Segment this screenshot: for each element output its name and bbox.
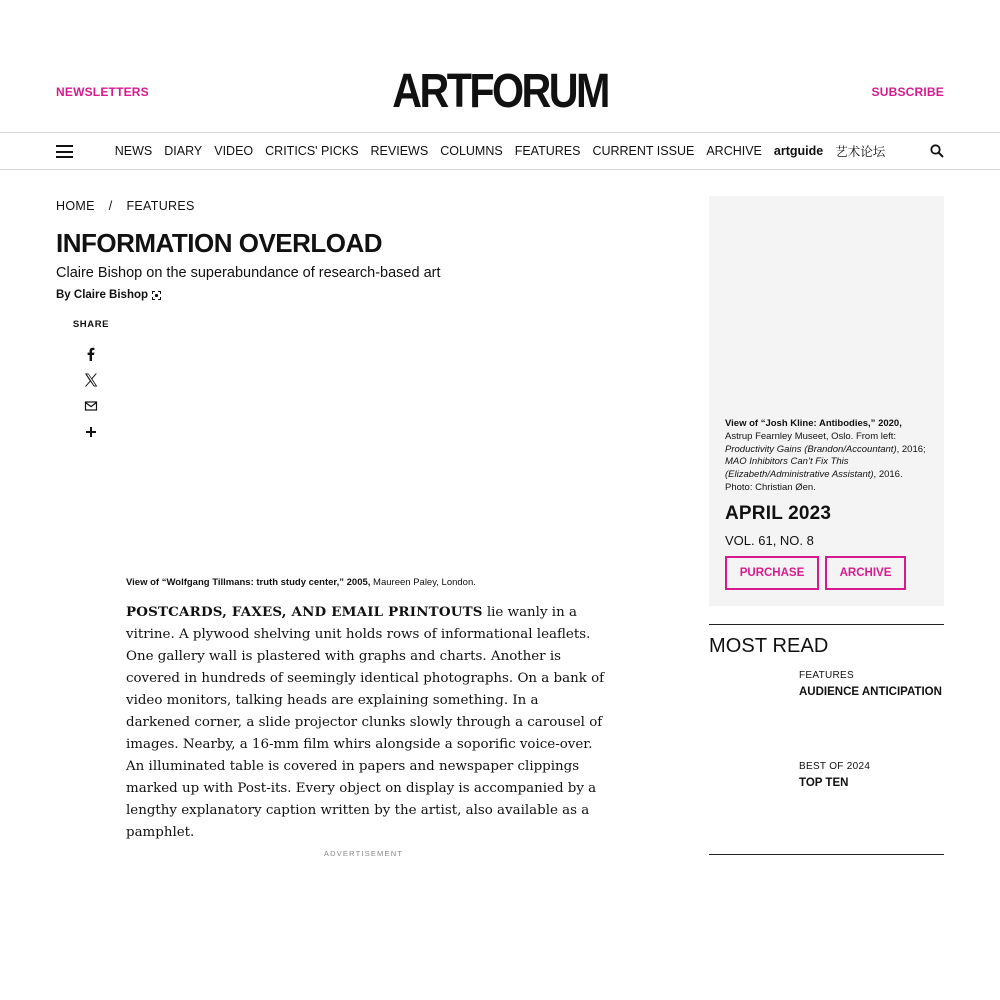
share-panel <box>66 319 116 450</box>
main-nav <box>0 132 1000 170</box>
most-read-heading: MOST READ <box>709 635 829 657</box>
search-icon[interactable] <box>930 144 944 158</box>
nav-artguide[interactable]: artguide <box>773 144 824 158</box>
most-read-category: FEATURES <box>799 670 854 681</box>
nav-features[interactable]: FEATURES <box>514 144 581 158</box>
breadcrumb-separator: / <box>108 199 113 213</box>
article-body <box>126 601 606 844</box>
share-label: SHARE <box>72 319 110 330</box>
plus-icon[interactable] <box>83 424 99 440</box>
nav-current-issue[interactable]: CURRENT ISSUE <box>592 144 695 158</box>
breadcrumb <box>56 199 195 213</box>
newsletters-link[interactable]: NEWSLETTERS <box>56 85 149 99</box>
nav-chinese[interactable]: 艺术论坛 <box>835 145 886 159</box>
nav-video[interactable]: VIDEO <box>214 144 254 158</box>
issue-caption-text: , 2016; <box>896 443 926 455</box>
most-read-item[interactable] <box>799 670 944 698</box>
page-subtitle: Claire Bishop on the superabundance of research-based art <box>56 265 441 281</box>
most-read-divider <box>709 854 944 855</box>
nav-diary[interactable]: DIARY <box>164 144 203 158</box>
facebook-icon[interactable] <box>83 346 99 362</box>
image-caption-bold: View of “Wolfgang Tillmans: truth study center,” 2005, <box>126 577 371 588</box>
subscribe-link[interactable]: SUBSCRIBE <box>871 85 944 99</box>
advertisement-label: ADVERTISEMENT <box>323 849 404 858</box>
email-icon[interactable] <box>83 398 99 414</box>
image-caption <box>126 577 476 588</box>
article-lead: POSTCARDS, FAXES, AND EMAIL PRINTOUTS <box>126 604 483 620</box>
artforum-logo[interactable]: ARTFORUM <box>392 65 608 118</box>
most-read-title[interactable]: TOP TEN <box>799 777 849 789</box>
issue-caption-text: Astrup Fearnley Museet, Oslo. From left: <box>725 430 897 442</box>
issue-caption-bold: View of “Josh Kline: Antibodies,” 2020, <box>725 418 902 429</box>
breadcrumb-home[interactable]: HOME <box>56 199 95 213</box>
most-read-section <box>709 624 944 789</box>
breadcrumb-features[interactable]: FEATURES <box>126 199 195 213</box>
most-read-item[interactable] <box>799 761 944 789</box>
issue-caption-italic: Productivity Gains (Brandon/Accountant) <box>725 443 897 455</box>
most-read-category: BEST OF 2024 <box>799 761 871 772</box>
byline <box>56 289 161 301</box>
issue-volume: VOL. 61, NO. 8 <box>725 533 814 548</box>
issue-caption-italic: MAO Inhibitors Can’t Fix This (Elizabeth/Administrative Assistant) <box>725 456 874 481</box>
x-icon[interactable] <box>83 372 99 388</box>
issue-caption-text: , 2016. Photo: Christian Øen. <box>725 469 903 493</box>
image-caption-rest: Maureen Paley, London. <box>370 577 476 588</box>
nav-links <box>0 133 1000 169</box>
purchase-button[interactable]: PURCHASE <box>725 556 819 590</box>
nav-archive[interactable]: ARCHIVE <box>706 144 762 158</box>
nav-reviews[interactable]: REVIEWS <box>370 144 429 158</box>
issue-image-caption <box>725 418 930 495</box>
most-read-title[interactable]: AUDIENCE ANTICIPATION <box>799 686 942 698</box>
author-badge-icon <box>152 291 161 300</box>
nav-news[interactable]: NEWS <box>114 144 153 158</box>
nav-critics-picks[interactable]: CRITICS' PICKS <box>265 144 359 158</box>
issue-title[interactable]: APRIL 2023 <box>725 503 832 524</box>
nav-columns[interactable]: COLUMNS <box>440 144 503 158</box>
archive-button[interactable]: ARCHIVE <box>825 556 906 590</box>
article-text: lie wanly in a vitrine. A plywood shelving unit holds rows of informational leaflets. One gallery wall is plastered with graphs and charts. Another is covered in hundreds of seemingly identical photographs. On a bank of video monitors, talking heads are explaining something. In a darkened corner, a slide projector clunks slowly through a carousel of images. Nearby, a 16-mm film whirs alongside a soporific voice-over. An illuminated table is covered in papers and newspaper clippings marked up with Post-its. Every object on display is accompanied by a lengthy explanatory caption written by the artist, also available as a pamphlet. <box>126 605 605 840</box>
current-issue-box <box>709 196 944 606</box>
page-title: INFORMATION OVERLOAD <box>56 228 383 258</box>
author-link[interactable]: By Claire Bishop <box>56 289 149 301</box>
